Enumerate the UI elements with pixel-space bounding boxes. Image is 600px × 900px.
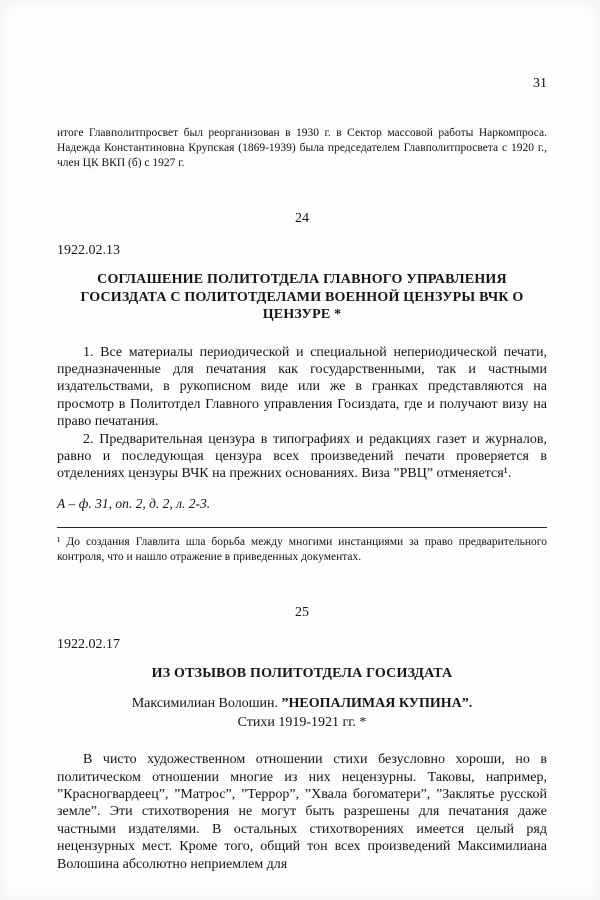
- document-25-subtitle-line2: Стихи 1919-1921 гг. *: [237, 715, 367, 731]
- document-25-number: 25: [295, 604, 309, 620]
- continuation-footnote-text: итоге Главполитпросвет был реорганизован в 1930 г. в Сектор массовой работы Наркомпроса. Надежда Константиновна Крупская (1869-1939) была председателем Главполитпросвета с 1920 г., член ЦК ВКП (б) с 1927 г.: [57, 127, 547, 169]
- page-number: 31: [533, 76, 547, 91]
- document-24-title: СОГЛАШЕНИЕ ПОЛИТОТДЕЛА ГЛАВНОГО УПРАВЛЕНИЯ ГОСИЗДАТА С ПОЛИТОТДЕЛАМИ ВОЕННОЙ ЦЕНЗУРЫ ВЧК О ЦЕНЗУРЕ *: [80, 272, 524, 322]
- document-24-paragraph-1: 1. Все материалы периодической и специальной непериодической печати, предназначенные для печатания как государственными, так и частными издательствами, в рукописном виде или же в гранках представляются на просмотр в Политотдел Главного управления Госиздата, где и получают визу на право печатания.: [57, 344, 547, 430]
- document-25-subtitle: [57, 695, 547, 713]
- document-24-number: 24: [295, 211, 309, 226]
- footnote-separator: [57, 527, 547, 528]
- document-24-paragraph-2: 2. Предварительная цензура в типографиях и редакциях газет и журналов, равно и последующая цензура всех произведений печати проверяется в отделениях цензуры ВЧК на прежних основаниях. Виза ”РВЦ” отменяется¹.: [57, 431, 547, 482]
- document-24-footnote: ¹ До создания Главлита шла борьба между многими инстанциями за право предварительного контроля, что и нашло отражение в приведенных документах.: [57, 535, 547, 563]
- document-25-work-title: ”НЕОПАЛИМАЯ КУПИНА”.: [281, 696, 473, 712]
- document-25-paragraph-1: В чисто художественном отношении стихи безусловно хороши, но в политическом отношении многие из них нецензурны. Таковы, например, ”Красногвардеец”, ”Матрос”, ”Террор”, ”Хвала богоматери”, ”Заклятье русской земле”. Эти стихотворения не могут быть разрешены для печатания даже частными издателями. В остальных стихотворениях имеется целый ряд нецензурных мест. Кроме того, общий тон всех произведений Максимилиана Волошина абсолютно неприемлем для: [57, 752, 547, 872]
- document-24-archive-reference: А – ф. 31, оп. 2, д. 2, л. 2-3.: [57, 495, 211, 511]
- page-content: [57, 0, 547, 873]
- document-25-title: ИЗ ОТЗЫВОВ ПОЛИТОТДЕЛА ГОСИЗДАТА: [151, 665, 453, 681]
- document-25-date: 1922.02.17: [57, 636, 120, 652]
- document-24-date: 1922.02.13: [57, 243, 120, 258]
- document-25-author: Максимилиан Волошин.: [131, 696, 282, 712]
